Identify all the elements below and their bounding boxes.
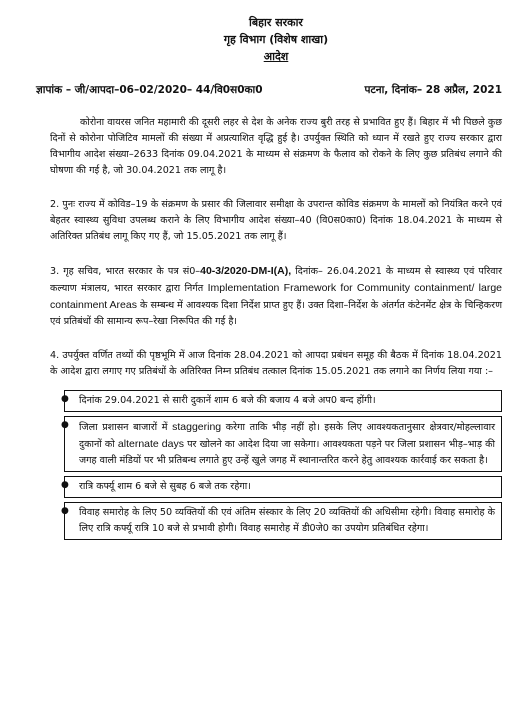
wedding-text: विवाह समारोह के लिए 50 व्यक्तियों की एवं अंतिम संस्कार के लिए 20 व्यक्तियों की अधिसीमा रहेगी। विवाह समारोह के लिए रात्रि कर्फ्यू रात्रि 10 बजे से प्रभावी होगी। विवाह समारोह में डी0जे0 का उपयोग प्रतिबंधित रहेगा।	[79, 506, 495, 534]
market-text-e: पर खोलने का आदेश दिया जा सकेगा। आवश्यकता पड़ने पर जिला प्रशासन भीड़–भाड़ की जगह वाली मंडियों पर भी प्रतिबन्ध लगाते हुए उन्हें खुले जगह में स्थानान्तरित करने हेतु आवश्यक कार्रवाई कर सकता है।	[79, 438, 495, 466]
market-text-c: करेगा ताकि भीड़ नहीं हो। इसके लिए आवश्यकतानुसार क्षेत्रवार/मोहल्लावार दुकानों को	[79, 421, 495, 450]
memo-number: ज्ञापांक – जी/आपदा–06–02/2020– 44/वि0स0का0	[36, 84, 263, 96]
paragraph-1-text: कोरोना वायरस जनित महामारी की दूसरी लहर से देश के अनेक राज्य बुरी तरह से प्रभावित हुए हैं। बिहार में भी पिछले कुछ दिनों से कोरोना पोजिटिव मामलों की संख्या में अप्रत्याशित वृद्धि हुई है। उपर्युक्त स्थिति को ध्यान में रखते हुए राज्य सरकार द्वारा विभागीय आदेश संख्या–2633 दिनांक 09.04.2021 के माध्यम से संक्रमण के फैलाव को रोकने के लिए कुछ प्रतिबंध लगाने की घोषणा की गई है, जो 30.04.2021 तक लागू है।	[50, 117, 502, 176]
alternate-days-term: alternate days	[117, 437, 184, 450]
letter-number: 40-3/2020-DM-I(A),	[200, 265, 292, 277]
memo-date: पटना, दिनांक– 28 अप्रैल, 2021	[364, 84, 502, 96]
paragraph-3-text-e: के सम्बन्ध में आवश्यक दिशा निर्देश प्राप्त हुए हैं। उक्त दिशा–निर्देश के अंतर्गत कंटेनमेंट क्षेत्र के चिन्हिकरण एवं प्रतिबंधों की सामान्य रूप–रेखा निरूपित की गई है।	[50, 300, 503, 327]
paragraph-3-text-c: दिनांक– 26.04.2021 के माध्यम से स्वास्थ्य एवं परिवार कल्याण मंत्रालय, भारत सरकार द्वारा निर्गत	[50, 266, 503, 294]
paragraph-2: 2. पुनः राज्य में कोविड–19 के संक्रमण के प्रसार की जिलावार समीक्षा के उपरान्त कोविड संक्रमण के मामलों को नियंत्रित करने एवं बेहतर स्वास्थ्य सुविधा उपलब्ध कराने के लिए विभागीय आदेश संख्या–40 (वि0स0का0) दिनांक 18.04.2021 के माध्यम से अतिरिक्त प्रतिबंध लागू किए गए हैं, जो 15.05.2021 तक लागू हैं।	[50, 199, 502, 242]
govt-title: बिहार सरकार	[249, 16, 303, 29]
curfew-text: रात्रि कर्फ्यू शाम 6 बजे से सुबह 6 बजे तक रहेगा।	[79, 480, 251, 492]
list-item	[64, 390, 502, 412]
list-item	[64, 416, 502, 472]
restrictions-list	[64, 390, 502, 540]
paragraph-3-text-a: 3. गृह सचिव, भारत सरकार के पत्र सं0–	[50, 266, 201, 277]
list-item	[64, 476, 502, 498]
list-item	[64, 502, 502, 540]
market-text-a: जिला प्रशासन बाजारों में	[79, 421, 173, 433]
reference-line	[36, 83, 502, 97]
shop-closing-text: दिनांक 29.04.2021 से सारी दुकानें शाम 6 बजे की बजाय 4 बजे अप0 बन्द होंगी।	[79, 394, 376, 406]
document-header	[50, 0, 502, 65]
paragraph-4: 4. उपर्युक्त वर्णित तथ्यों की पृष्ठभूमि में आज दिनांक 28.04.2021 को आपदा प्रबंधन समूह की बैठक में दिनांक 18.04.2021 के आदेश द्वारा लगाए गए प्रतिबंधों के अतिरिक्त निम्न प्रतिबंध तत्काल दिनांक 15.05.2021 तक लगाने का निर्णय लिया गया :–	[50, 350, 502, 377]
paragraph-1	[50, 115, 502, 179]
staggering-term: staggering	[172, 420, 222, 433]
department-title: गृह विभाग (विशेष शाखा)	[223, 33, 329, 46]
paragraph-3	[50, 263, 502, 330]
framework-title: Implementation Framework for Community containment/ large containment Areas	[50, 282, 502, 311]
order-title: आदेश	[263, 50, 289, 63]
